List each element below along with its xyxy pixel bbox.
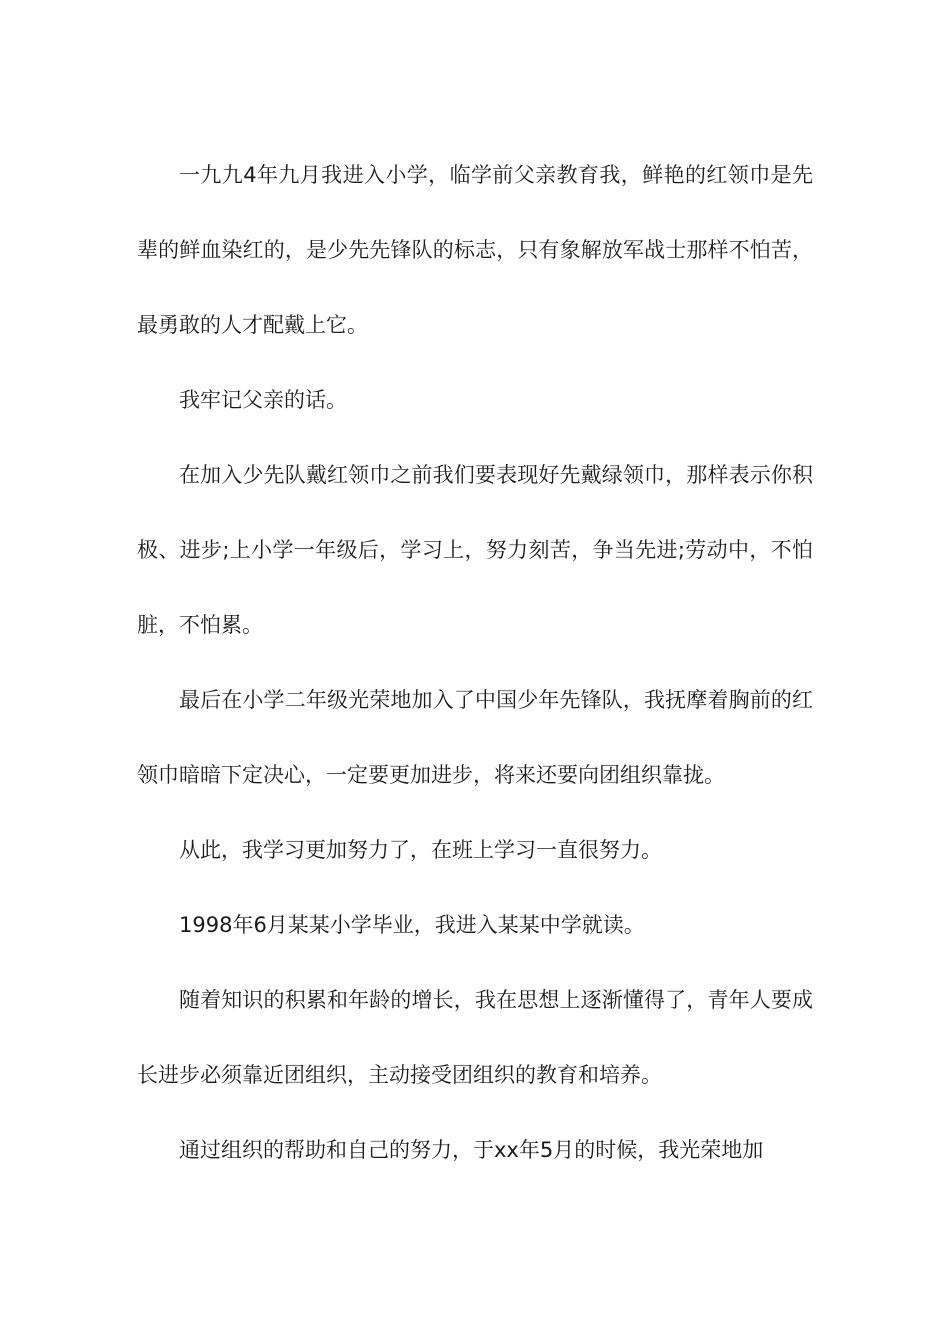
paragraph: 1998年6月某某小学毕业，我进入某某中学就读。 xyxy=(179,913,645,937)
paragraph: 最后在小学二年级光荣地加入了中国少年先锋队，我抚摩着胸前的红领巾暗暗下定决心，一定要更加进步，将来还要向团组织靠拢。 xyxy=(137,688,813,787)
paragraph: 一九九4年九月我进入小学，临学前父亲教育我，鲜艳的红领巾是先辈的鲜血染红的，是少先先锋队的标志，只有象解放军战士那样不怕苦，最勇敢的人才配戴上它。 xyxy=(137,163,813,337)
paragraph: 从此，我学习更加努力了，在班上学习一直很努力。 xyxy=(179,838,662,862)
paragraph: 通过组织的帮助和自己的努力，于xx年5月的时候，我光荣地加 xyxy=(179,1138,764,1162)
paragraph: 在加入少先队戴红领巾之前我们要表现好先戴绿领巾，那样表示你积极、进步;上小学一年级后，学习上，努力刻苦，争当先进;劳动中，不怕脏，不怕累。 xyxy=(137,463,813,637)
paragraph: 随着知识的积累和年龄的增长，我在思想上逐渐懂得了，青年人要成长进步必须靠近团组织，主动接受团组织的教育和培养。 xyxy=(137,988,813,1087)
document-body xyxy=(137,138,813,1188)
paragraph: 我牢记父亲的话。 xyxy=(179,388,347,412)
